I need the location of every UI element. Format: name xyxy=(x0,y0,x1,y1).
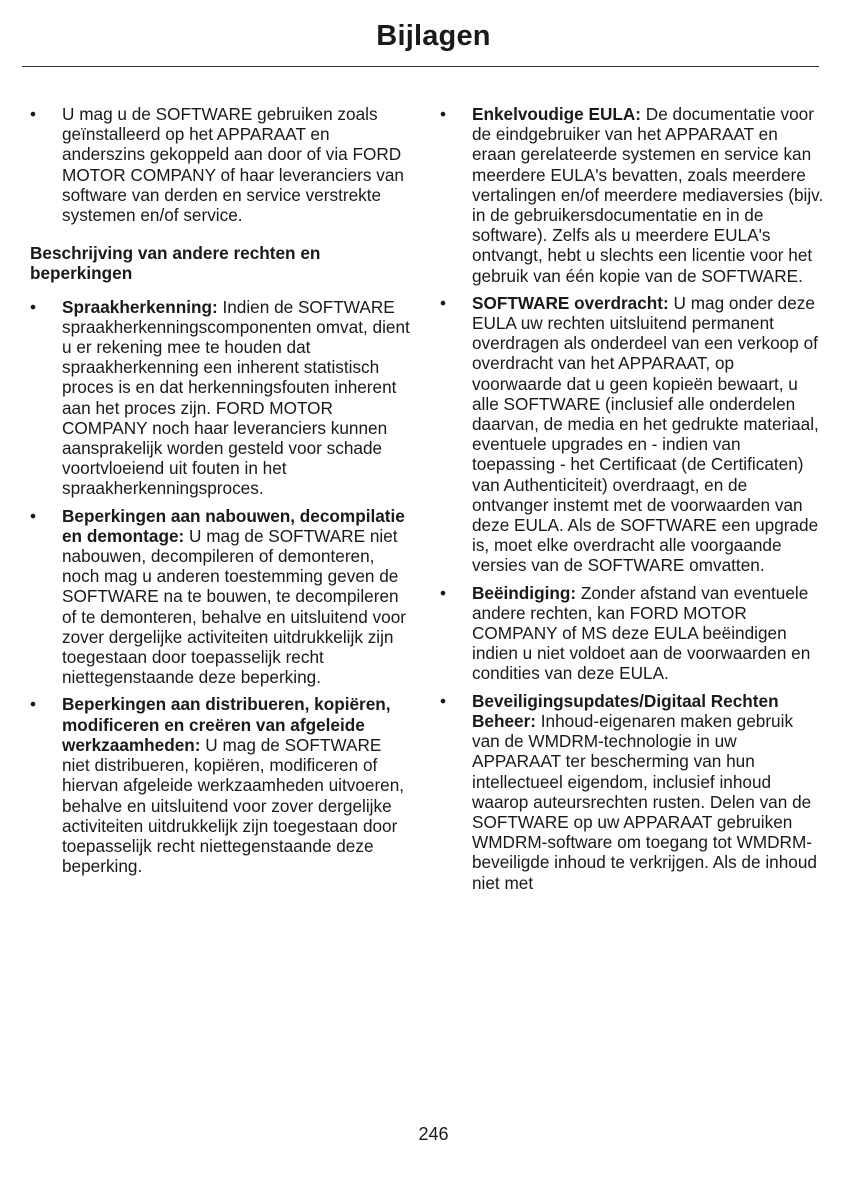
list-item xyxy=(440,691,825,893)
item-text: Zonder afstand van eventuele andere rechten, kan FORD MOTOR COMPANY of MS deze EULA beëindigen indien u niet voldoet aan de voorwaarden en condities van deze EULA. xyxy=(472,582,811,684)
page-number: 246 xyxy=(418,1124,449,1144)
item-text: U mag de SOFTWARE niet distribueren, kopiëren, modificeren of hiervan afgeleide werkzaamheden uitvoeren, behalve en uitsluitend voor zover dergelijke activiteiten uitdrukkelijk zijn toegestaan door toepasselijk recht niettegenstaande deze beperking. xyxy=(62,734,405,877)
item-term: Beperkingen aan distribueren, kopiëren, modificeren en creëren van afgeleide werkzaamheden: xyxy=(62,694,391,755)
item-text: U mag de SOFTWARE niet nabouwen, decompileren of demonteren, noch mag u anderen toestemming geven de SOFTWARE na te bouwen, te decompileren of te demonteren, behalve en uitsluitend voor zover dergelijke activiteiten uitdrukkelijk zijn toegestaan door toepasselijk recht niettegenstaande deze beperking. xyxy=(62,525,406,688)
item-term: Beveiligingsupdates/Digitaal Rechten Beheer: xyxy=(472,690,779,731)
bullet: • xyxy=(440,104,447,124)
bullet: • xyxy=(30,104,37,124)
bullet: • xyxy=(30,505,37,526)
bullet: • xyxy=(440,292,447,313)
item-text: De documentatie voor de eindgebruiker van het APPARAAT en eraan gerelateerde systemen en service kan meerdere EULA's bevatten, zoals meerdere vertalingen en/of meerdere mediaversies (bijv. in de gebruikersdocumentatie en in de software). Zelfs als u meerdere EULA's ontvangt, hebt u slechts een licentie voor het gebruik van één kopie van de SOFTWARE. xyxy=(472,104,824,286)
list-item xyxy=(440,583,825,684)
section-heading: Beschrijving van andere rechten en beperkingen xyxy=(30,243,321,284)
item-text: U mag onder deze EULA uw rechten uitsluitend permanent overdragen als onderdeel van een verkoop of overdracht van het APPARAAT, op voorwaarde dat u geen kopieën bewaart, u alle SOFTWARE (inclusief alle onderdelen daarvan, de media en het gedrukte materiaal, eventuele upgrades en - indien van toepassing - het Certificaat (de Certificaten) van Authenticiteit) overdraagt, en de ontvanger instemt met de voorwaarden van deze EULA. Als de SOFTWARE een upgrade is, moet elke overdracht alle voorgaande versies van de SOFTWARE omvatten. xyxy=(472,292,819,576)
item-term: Beëindiging: xyxy=(472,582,577,603)
list-item xyxy=(440,293,825,576)
item-text: U mag u de SOFTWARE gebruiken zoals geïnstalleerd op het APPARAAT en anderszins gekoppeld aan door of via FORD MOTOR COMPANY of haar leveranciers van software van derden en service verstrekte systemen en/of service. xyxy=(62,104,404,226)
right-column xyxy=(440,104,825,900)
list-item xyxy=(30,104,410,225)
list-item xyxy=(440,104,825,286)
item-text: Inhoud-eigenaren maken gebruik van de WMDRM-technologie in uw APPARAAT ter bescherming van hun intellectueel eigendom, inclusief inhoud waarop auteursrechten rusten. Delen van de SOFTWARE op uw APPARAAT gebruiken WMDRM-software om toegang tot WMDRM-beveiligde inhoud te verkrijgen. Als de inhoud niet met xyxy=(472,710,817,893)
bullet: • xyxy=(440,690,447,711)
list-item xyxy=(30,694,410,876)
item-term: SOFTWARE overdracht: xyxy=(472,292,669,313)
list-item xyxy=(30,297,410,499)
bullet: • xyxy=(440,582,447,603)
item-term: Spraakherkenning: xyxy=(62,296,218,317)
title-divider xyxy=(22,66,819,67)
item-term: Beperkingen aan nabouwen, decompilatie en demontage: xyxy=(62,505,405,546)
bullet: • xyxy=(30,296,37,317)
item-term: Enkelvoudige EULA: xyxy=(472,104,642,124)
list-item xyxy=(30,506,410,688)
left-column xyxy=(30,104,410,883)
page-title: Bijlagen xyxy=(376,20,491,52)
bullet: • xyxy=(30,694,37,715)
item-text: Indien de SOFTWARE spraakherkenningscomponenten omvat, dient u er rekening mee te houden dat spraakherkenning een inherent statistisch proces is en dat herkenningsfouten inherent aan het proces zijn. FORD MOTOR COMPANY noch haar leveranciers kunnen aansprakelijk worden gesteld voor schade voortvloeiend uit fouten in het spraakherkenningsproces. xyxy=(62,296,410,499)
